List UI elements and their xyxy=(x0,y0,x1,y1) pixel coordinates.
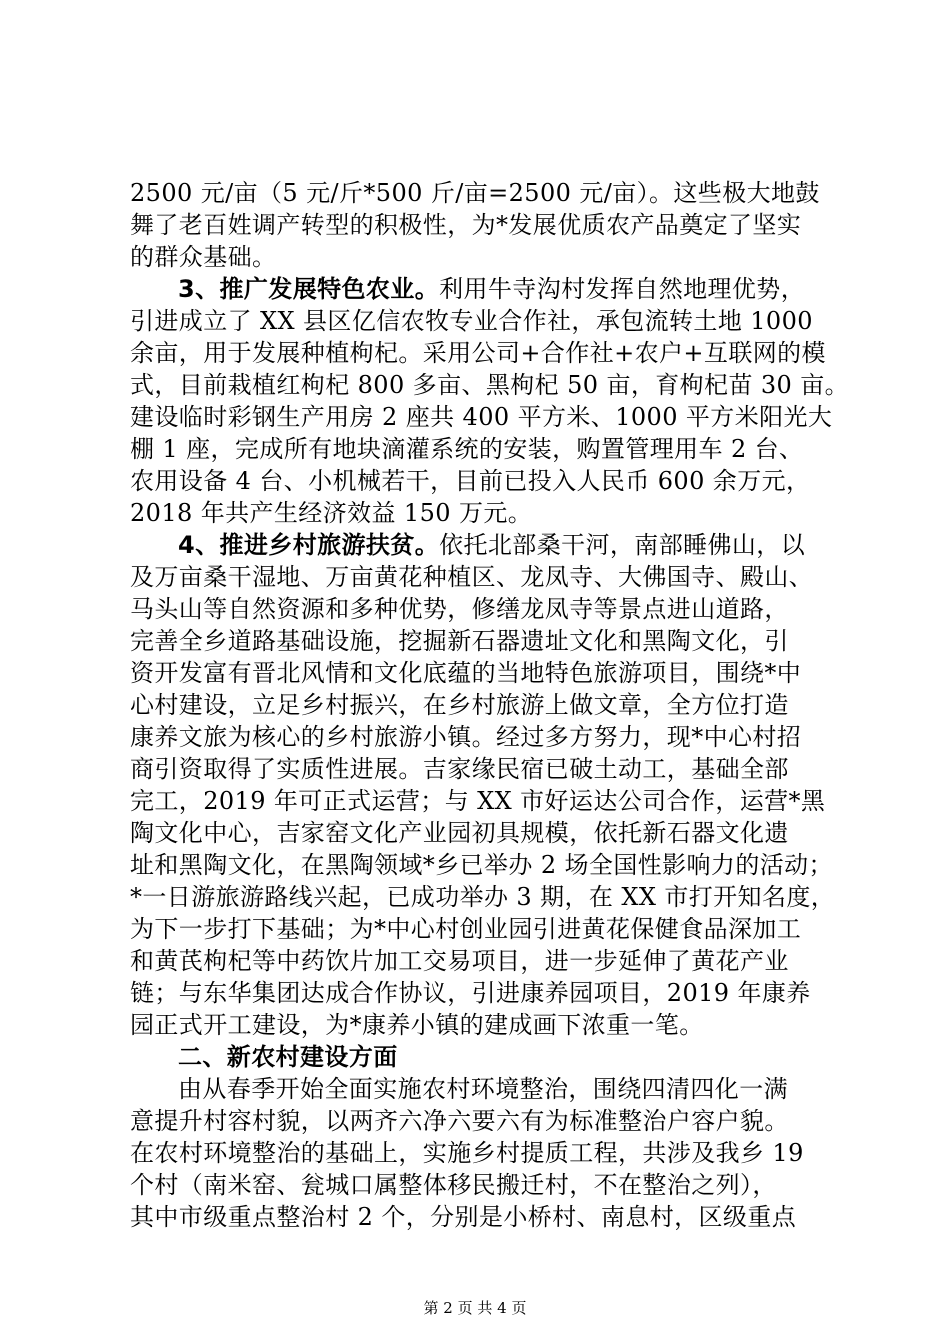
text-line: 康养文旅为核心的乡村旅游小镇。经过多方努力，现*中心村招 xyxy=(130,723,802,751)
text-line: 园正式开工建设，为*康养小镇的建成画下浓重一笔。 xyxy=(130,1011,704,1039)
text-line: 为下一步打下基础；为*中心村创业园引进黄花保健食品深加工 xyxy=(130,915,802,943)
text-line: 完工，2019 年可正式运营；与 XX 市好运达公司合作，运营*黑 xyxy=(130,787,826,815)
text-line: 完善全乡道路基础设施，挖掘新石器遗址文化和黑陶文化，引 xyxy=(130,627,789,655)
paragraph-line xyxy=(178,529,805,561)
text-line: 农用设备 4 台、小机械若干，目前已投入人民币 600 余万元， xyxy=(130,467,811,495)
text-line: 棚 1 座，完成所有地块滴灌系统的安装，购置管理用车 2 台、 xyxy=(130,435,804,463)
text-line: 及万亩桑干湿地、万亩黄花种植区、龙凤寺、大佛国寺、殿山、 xyxy=(130,563,814,591)
text-line: 引进成立了 XX 县区亿信农牧专业合作社，承包流转土地 1000 xyxy=(130,307,813,335)
text-line: 舞了老百姓调产转型的积极性，为*发展优质农产品奠定了坚实 xyxy=(130,211,802,239)
paragraph-line xyxy=(178,273,805,305)
section-heading: 3、推广发展特色农业。 xyxy=(178,275,440,303)
text-line: 式，目前栽植红枸杞 800 多亩、黑枸杞 50 亩，育枸杞苗 30 亩。 xyxy=(130,371,850,399)
text-line: 马头山等自然资源和多种优势，修缮龙凤寺等景点进山道路， xyxy=(130,595,789,623)
text-line: 资开发富有晋北风情和文化底蕴的当地特色旅游项目，围绕*中 xyxy=(130,659,802,687)
text-line: *一日游旅游路线兴起，已成功举办 3 期，在 XX 市打开知名度， xyxy=(130,883,836,911)
paragraph-text: 依托北部桑干河，南部睡佛山，以 xyxy=(439,531,806,559)
page-footer: 第 2 页 共 4 页 xyxy=(423,1299,527,1317)
text-line: 在农村环境整治的基础上，实施乡村提质工程，共涉及我乡 19 xyxy=(130,1139,804,1167)
section-heading: 4、推进乡村旅游扶贫。 xyxy=(178,531,440,559)
section-heading: 二、新农村建设方面 xyxy=(178,1043,398,1071)
text-line: 其中市级重点整治村 2 个，分别是小桥村、南息村，区级重点 xyxy=(130,1203,797,1231)
text-line: 链；与东华集团达成合作协议，引进康养园项目，2019 年康养 xyxy=(130,979,811,1007)
text-line: 的群众基础。 xyxy=(130,243,277,271)
text-line: 和黄芪枸杞等中药饮片加工交易项目，进一步延伸了黄花产业 xyxy=(130,947,789,975)
text-line: 2018 年共产生经济效益 150 万元。 xyxy=(130,499,533,527)
text-line: 建设临时彩钢生产用房 2 座共 400 平方米、1000 平方米阳光大 xyxy=(130,403,833,431)
text-line: 由从春季开始全面实施农村环境整治，围绕四清四化一满 xyxy=(178,1075,788,1103)
text-line: 余亩，用于发展种植枸杞。采用公司+合作社+农户+互联网的模 xyxy=(130,339,826,367)
text-line: 址和黑陶文化，在黑陶领域*乡已举办 2 场全国性影响力的活动； xyxy=(130,851,833,879)
text-line: 陶文化中心，吉家窑文化产业园初具规模，依托新石器文化遗 xyxy=(130,819,789,847)
paragraph-text: 利用牛寺沟村发挥自然地理优势， xyxy=(439,275,806,303)
text-line: 商引资取得了实质性进展。吉家缘民宿已破土动工，基础全部 xyxy=(130,755,789,783)
text-line: 2500 元/亩（5 元/斤*500 斤/亩=2500 元/亩）。这些极大地鼓 xyxy=(130,179,820,207)
text-line: 心村建设，立足乡村振兴，在乡村旅游上做文章，全方位打造 xyxy=(130,691,789,719)
text-line: 意提升村容村貌，以两齐六净六要六有为标准整治户容户貌。 xyxy=(130,1107,789,1135)
text-line: 个村（南米窑、瓮城口属整体移民搬迁村，不在整治之列）， xyxy=(130,1171,777,1199)
